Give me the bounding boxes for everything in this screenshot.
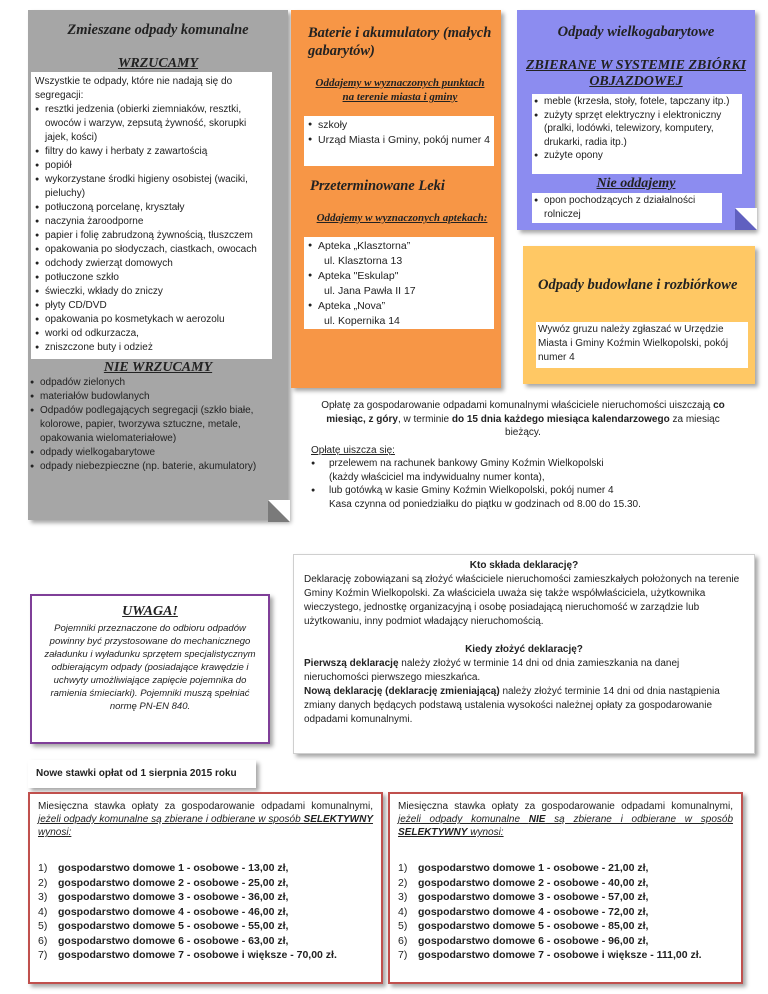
list-item: 7) gospodarstwo domowe 7 - osobowe i większe - 111,00 zł. (398, 949, 702, 961)
list-item: 4) gospodarstwo domowe 4 - osobowe - 46,00 zł, (38, 905, 289, 918)
list-item: ● opon pochodzących z działalności rolniczej (534, 194, 720, 221)
list-item: ● przelewem na rachunek bankowy Gminy Koźmin Wielkopolski (311, 457, 735, 471)
medicines-subheading: Oddajemy w wyznaczonych aptekach: (316, 212, 488, 224)
list-item: ● materiałów budowlanych (30, 390, 275, 404)
list-item: ● filtry do kawy i herbaty z zawartością (35, 145, 268, 159)
declaration-answer-who: Deklarację zobowiązani są złożyć właściciele nieruchomości zamieszkałych położonych na terenie Gminy Koźmin Wielkopolski. Za właściciela uważa się także współwłaściciela, użytkownika wieczystego, jednostkę organizacyjną i osobę posiadającą nieruchomość w zarządzie lub użytkowaniu, inny podmiot władający nieruchomością. (304, 574, 740, 627)
list-item: ● potłuczone szkło (35, 271, 268, 285)
list-item: ● wykorzystane środki higieny osobistej (waciki, pieluchy) (35, 173, 268, 201)
list-item: 4) gospodarstwo domowe 4 - osobowe - 72,00 zł, (398, 905, 649, 918)
list-item: ● meble (krzesła, stoły, fotele, tapczany itp.) (534, 95, 740, 109)
list-item: 5) gospodarstwo domowe 5 - osobowe - 55,00 zł, (38, 920, 289, 932)
list-item: 1) gospodarstwo domowe 1 - osobowe - 21,00 zł, (398, 862, 649, 874)
cash-desk-hours: Kasa czynna od poniedziałku do piątku w godzinach od 8.00 do 15.30. (329, 498, 641, 510)
rates-nonselective-list (398, 861, 733, 963)
wrzucamy-list (35, 103, 268, 355)
list-item: ● odpady niebezpieczne (np. baterie, akumulatory) (30, 460, 275, 474)
bulky-waste-subheading: ZBIERANE W SYSTEMIE ZBIÓRKI OBJAZDOWEJ (525, 58, 747, 89)
list-item: ● Apteka „Nova” ul. Kopernika 14 (308, 299, 490, 329)
list-item: ● zniszczone buty i odzież (35, 341, 268, 355)
bulky-items-box (532, 94, 742, 174)
bulky-waste-title: Odpady wielkogabarytowe (557, 24, 715, 40)
list-item: ● Apteka "Eskulap" ul. Jana Pawła II 17 (308, 269, 490, 299)
payment-info (291, 393, 753, 549)
rates-selective-intro: Miesięczna stawka opłaty za gospodarowanie odpadami komunalnymi, jeżeli odpady komunalne są zbierane i odbierane w sposób SELEKTYWNY wynosi: (38, 801, 373, 838)
declaration-info (293, 554, 755, 754)
page-curl-decoration (268, 500, 290, 522)
rates-selective-list (38, 861, 373, 963)
list-item: ● opakowania po słodyczach, ciastkach, owocach (35, 243, 268, 257)
uwaga-text: Pojemniki przeznaczone do odbioru odpadów powinny być przystosowane do mechanicznego załadunku i wyładunku sprzętem specjalistycznym odbierającym odpady (posiadające krawędzie i uchwyty umożliwiające zapięcie pojemnika do ramienia śmieciarki). Pojemniki muszą spełniać normę PN-EN 840. (44, 623, 256, 712)
wrzucamy-intro: Wszystkie te odpady, które nie nadają się do segregacji: (35, 76, 233, 101)
list-item: 6) gospodarstwo domowe 6 - osobowe - 63,00 zł, (38, 934, 289, 947)
list-item: 6) gospodarstwo domowe 6 - osobowe - 96,00 zł, (398, 934, 649, 947)
rates-nonselective-box (388, 792, 743, 984)
list-item: ● odpady wielkogabarytowe (30, 446, 275, 460)
medicines-title: Przeterminowane Leki (310, 178, 445, 194)
list-item: ● zużyty sprzęt elektryczny i elektroniczny (pralki, lodówki, telewizory, komputery, drukarki, radia itp.) (534, 109, 740, 150)
payment-paragraph: Opłatę za gospodarowanie odpadami komunalnymi właściciele nieruchomości uiszczają co miesiąc, z góry, w terminie do 15 dnia każdego miesiąca kalendarzowego za miesiąc bieżący. (321, 400, 725, 438)
declaration-question-when: Kiedy złożyć deklarację? (465, 644, 583, 655)
list-item: 3) gospodarstwo domowe 3 - osobowe - 36,00 zł, (38, 891, 289, 903)
list-item: 3) gospodarstwo domowe 3 - osobowe - 57,00 zł, (398, 891, 649, 903)
list-item: ● opakowania po kosmetykach w aerozolu (35, 313, 268, 327)
rates-nonselective-intro: Miesięczna stawka opłaty za gospodarowanie odpadami komunalnymi, jeżeli odpady komunalne NIE są zbierane i odbierane w sposób SELEKTYWNY wynosi: (398, 801, 734, 838)
list-item: 1) gospodarstwo domowe 1 - osobowe - 13,00 zł, (38, 862, 289, 874)
orange-panel (291, 10, 501, 388)
list-item: ● worki od odkurzacza, (35, 327, 268, 341)
list-item: ● papier i folię zabrudzoną żywnością, tłuszczem (35, 229, 268, 243)
list-item: ● płyty CD/DVD (35, 299, 268, 313)
payment-note: (każdy właściciel ma indywidualny numer konta), (329, 471, 545, 483)
declaration-question-who: Kto składa deklarację? (469, 560, 579, 571)
list-item: ● szkoły (308, 118, 490, 133)
nie-oddajemy-heading: Nie oddajemy (596, 176, 676, 191)
mixed-waste-title: Zmieszane odpady komunalne (67, 22, 249, 38)
list-item: ● odchody zwierząt domowych (35, 257, 268, 271)
batteries-places-box (304, 116, 494, 166)
list-item: ● Odpadów podlegających segregacji (szkło białe, kolorowe, papier, tworzywa sztuczne, metale, opakowania wielomateriałowe) (30, 404, 275, 446)
construction-waste-title: Odpady budowlane i rozbiórkowe (538, 277, 738, 293)
list-item: ● Urząd Miasta i Gminy, pokój numer 4 (308, 133, 490, 148)
uwaga-notice (30, 594, 270, 744)
new-rates-heading: Nowe stawki opłat od 1 sierpnia 2015 roku (28, 760, 256, 788)
nie-wrzucamy-list (30, 376, 275, 474)
list-item: ● lub gotówką w kasie Gminy Koźmin Wielkopolski, pokój numer 4 (311, 484, 735, 498)
batteries-subheading: Oddajemy w wyznaczonych punktach na terenie miasta i gminy (315, 77, 485, 103)
nie-wrzucamy-heading: NIE WRZUCAMY (103, 360, 213, 375)
list-item: ● odpadów zielonych (30, 376, 275, 390)
batteries-title: Baterie i akumulatory (małych gabarytów) (308, 25, 492, 59)
rates-selective-box (28, 792, 383, 984)
list-item: 5) gospodarstwo domowe 5 - osobowe - 85,00 zł, (398, 920, 649, 932)
construction-waste-text: Wywóz gruzu należy zgłaszać w Urzędzie Miasta i Gminy Koźmin Wielkopolski, pokój numer 4 (536, 322, 748, 368)
list-item: ● zużyte opony (534, 149, 740, 163)
wrzucamy-heading: WRZUCAMY (117, 56, 199, 71)
payment-heading: Opłatę uiszcza się: (311, 444, 395, 456)
list-item: ● Apteka „Klasztorna” ul. Klasztorna 13 (308, 239, 490, 269)
list-item: ● świeczki, wkłady do zniczy (35, 285, 268, 299)
uwaga-title: UWAGA! (122, 604, 178, 619)
list-item: ● popiół (35, 159, 268, 173)
list-item: ● potłuczoną porcelanę, kryształy (35, 201, 268, 215)
declaration-answer-first: Pierwszą deklarację należy złożyć w terminie 14 dni od dnia zamieszkania na danej nieruchomości pierwszego mieszkańca. (304, 658, 680, 683)
page-curl-decoration (735, 208, 757, 230)
declaration-answer-new: Nową deklarację (deklarację zmieniającą) należy złożyć terminie 14 dni od dnia nastąpienia zmiany danych będących podstawą ustalenia wysokości należnej opłaty za gospodarowanie odpadami komunalnymi. (304, 686, 720, 725)
list-item: 2) gospodarstwo domowe 2 - osobowe - 40,00 zł, (398, 876, 649, 889)
pharmacies-box (304, 237, 494, 329)
list-item: ● naczynia żaroodporne (35, 215, 268, 229)
wrzucamy-list-box (31, 72, 272, 359)
list-item: ● resztki jedzenia (obierki ziemniaków, resztki, owoców i warzyw, zepsutą żywność, skorupki jajek, kości) (35, 103, 268, 145)
list-item: 2) gospodarstwo domowe 2 - osobowe - 25,00 zł, (38, 876, 289, 889)
list-item: 7) gospodarstwo domowe 7 - osobowe i większe - 70,00 zł. (38, 949, 337, 961)
nie-oddajemy-box (532, 193, 722, 223)
